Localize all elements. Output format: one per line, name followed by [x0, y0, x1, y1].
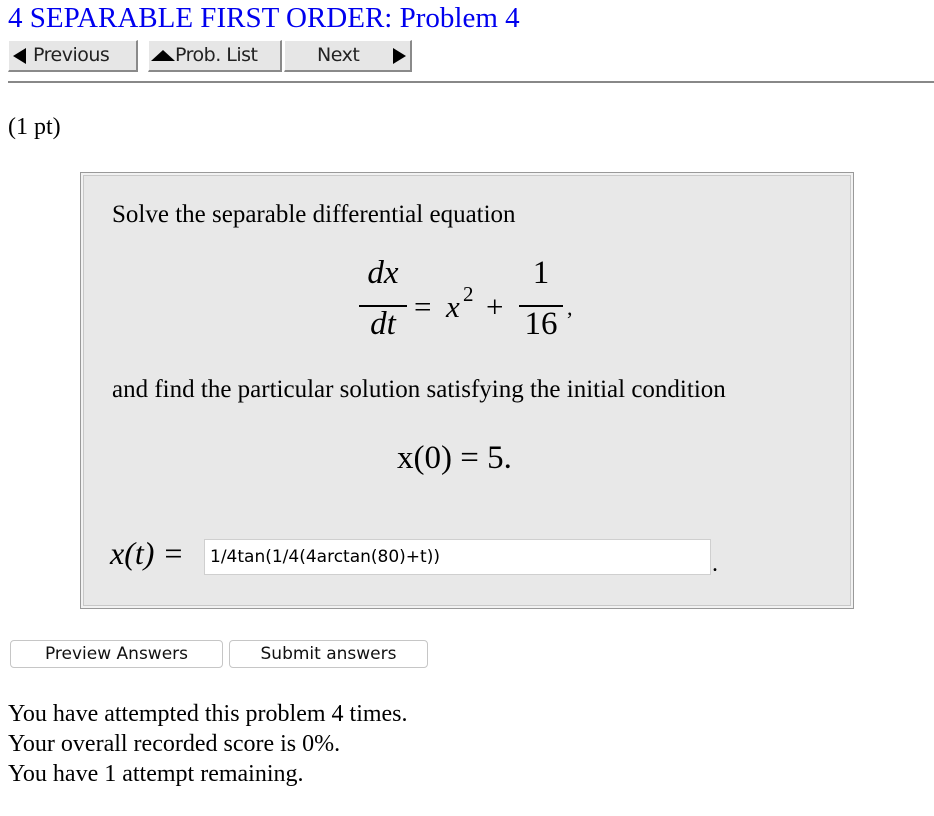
points-label: (1 pt): [8, 114, 61, 140]
answer-label: x(t) =: [110, 535, 184, 571]
initial-condition: x(0) = 5.: [397, 440, 512, 476]
submit-answers-button[interactable]: Submit answers: [229, 640, 428, 668]
problem-box: [80, 172, 854, 609]
fraction-dx-dt: [359, 255, 407, 355]
problem-statement: Solve the separable differential equation: [112, 201, 516, 228]
prob-list-button[interactable]: [148, 40, 282, 72]
answer-input[interactable]: [204, 539, 711, 575]
answer-period: .: [712, 551, 718, 577]
arrow-left-icon: [13, 48, 26, 64]
equals-sign: =: [414, 289, 432, 324]
remaining-text: You have 1 attempt remaining.: [8, 761, 304, 787]
next-label: Next: [317, 44, 360, 66]
next-button[interactable]: [284, 40, 412, 72]
variable-x: x: [446, 289, 460, 324]
score-text: Your overall recorded score is 0%.: [8, 731, 341, 757]
plus-sign: +: [486, 289, 504, 324]
fraction-numerator: dx: [367, 255, 399, 291]
fraction-1-16: [519, 255, 563, 355]
attempts-text: You have attempted this problem 4 times.: [8, 701, 408, 727]
page-title[interactable]: 4 SEPARABLE FIRST ORDER: Problem 4: [8, 2, 520, 34]
previous-button[interactable]: [8, 40, 138, 72]
exponent: 2: [463, 282, 474, 306]
equation-comma: ,: [567, 295, 573, 320]
arrow-right-icon: [393, 48, 406, 64]
previous-label: Previous: [33, 44, 110, 66]
problem-statement-2: and find the particular solution satisfying the initial condition: [112, 376, 726, 403]
arrow-up-icon: [151, 50, 175, 61]
fraction-numerator: 1: [532, 255, 550, 291]
fraction-denominator: 16: [524, 306, 558, 342]
fraction-denominator: dt: [370, 306, 396, 342]
prob-list-label: Prob. List: [175, 44, 258, 66]
divider: [8, 81, 934, 83]
attempt-status: [8, 699, 408, 789]
preview-answers-button[interactable]: Preview Answers: [10, 640, 223, 668]
